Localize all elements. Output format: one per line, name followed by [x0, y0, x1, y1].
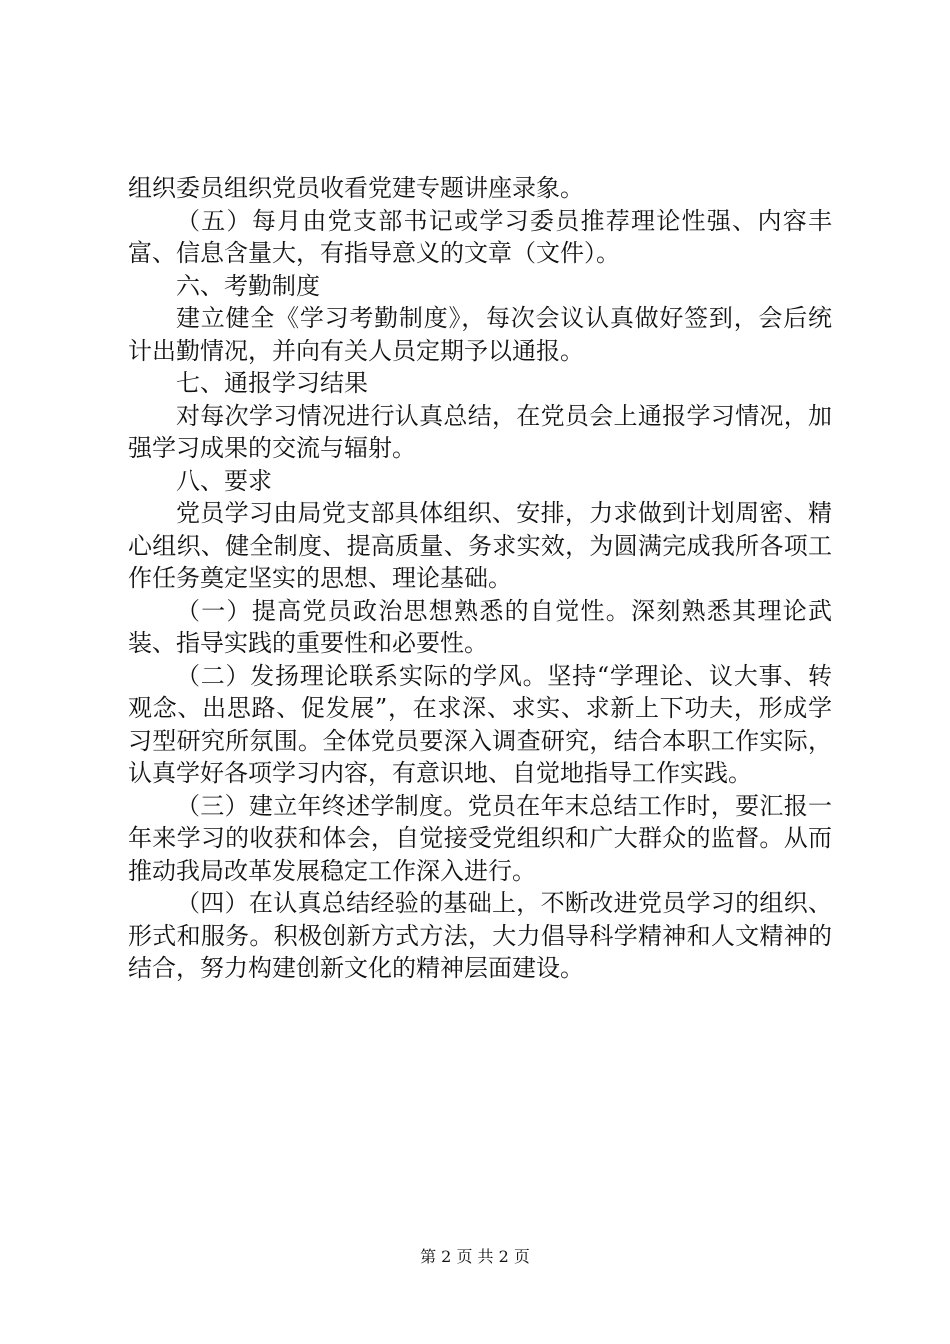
paragraph-1: 组织委员组织党员收看党建专题讲座录象。 [128, 174, 584, 202]
section-heading-attendance: 六、考勤制度 [176, 271, 320, 300]
paragraph-requirements: 党员学习由局党支部具体组织、安排，力求做到计划周密、精心组织、健全制度、提高质量、务求实效，为圆满完成我所各项工作任务奠定坚实的思想、理论基础。 [128, 499, 832, 592]
section-heading-report: 七、通报学习结果 [176, 369, 368, 397]
document-body [128, 172, 832, 985]
page-footer: 第 2 页 共 2 页 [420, 1247, 530, 1266]
paragraph-requirement-4: （四）在认真总结经验的基础上，不断改进党员学习的组织、形式和服务。积极创新方式方法，大力倡导科学精神和人文精神的结合，努力构建创新文化的精神层面建设。 [128, 889, 832, 982]
paragraph-2: （五）每月由党支部书记或学习委员推荐理论性强、内容丰富、信息含量大，有指导意义的文章（文件）。 [128, 206, 832, 267]
paragraph-requirement-2: （二）发扬理论联系实际的学风。坚持“学理论、议大事、转观念、出思路、促发展”，在求深、求实、求新上下功夫，形成学习型研究所氛围。全体党员要深入调查研究，结合本职工作实际，认真学好各项学习内容，有意识地、自觉地指导工作实践。 [128, 661, 832, 787]
section-heading-requirements: 八、要求 [176, 466, 272, 495]
paragraph-attendance: 建立健全《学习考勤制度》，每次会议认真做好签到，会后统计出勤情况，并向有关人员定期予以通报。 [128, 304, 832, 365]
paragraph-requirement-1: （一）提高党员政治思想熟悉的自觉性。深刻熟悉其理论武装、指导实践的重要性和必要性。 [128, 596, 832, 657]
paragraph-report: 对每次学习情况进行认真总结，在党员会上通报学习情况，加强学习成果的交流与辐射。 [128, 401, 832, 462]
paragraph-requirement-3: （三）建立年终述学制度。党员在年末总结工作时，要汇报一年来学习的收获和体会，自觉接受党组织和广大群众的监督。从而推动我局改革发展稳定工作深入进行。 [128, 791, 832, 885]
